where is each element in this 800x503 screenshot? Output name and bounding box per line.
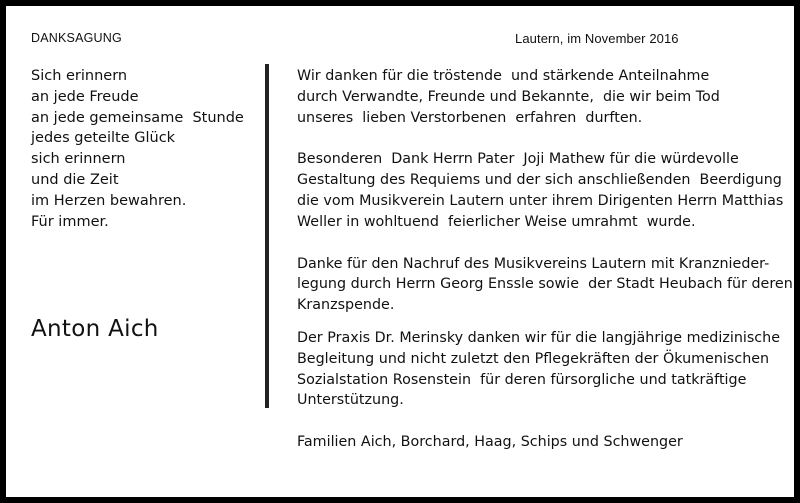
text-line: Begleitung und nicht zuletzt den Pflegekräften der Ökumenischen	[297, 350, 770, 367]
text-line: legung durch Herrn Georg Enssle sowie der Stadt Heubach für deren	[297, 276, 793, 293]
poem-line: an jede Freude	[31, 88, 139, 105]
card-heading: DANKSAGUNG	[31, 31, 122, 45]
text-line: Sozialstation Rosenstein für deren fürsorgliche und tatkräftige	[297, 371, 747, 388]
poem-line: Für immer.	[31, 213, 109, 230]
poem-line: sich erinnern	[31, 151, 126, 168]
text-line: Gestaltung des Requiems und der sich anschließenden Beerdigung	[297, 172, 782, 189]
poem-line: und die Zeit	[31, 171, 119, 188]
vertical-divider	[265, 64, 269, 408]
text-line: unseres lieben Verstorbenen erfahren durften.	[297, 109, 643, 126]
thanks-paragraph	[297, 66, 792, 128]
text-line: durch Verwandte, Freunde und Bekannte, die wir beim Tod	[297, 88, 720, 105]
thanks-paragraph	[297, 254, 792, 316]
text-line: Danke für den Nachruf des Musikvereins Lautern mit Kranznieder-	[297, 255, 770, 272]
thanks-paragraph	[297, 149, 792, 232]
text-line: Wir danken für die tröstende und stärkende Anteilnahme	[297, 68, 710, 84]
text-line: Unterstützung.	[297, 392, 404, 409]
text-line: Besonderen Dank Herrn Pater Joji Mathew für die würdevolle	[297, 151, 739, 168]
text-line: Weller in wohltuend feierlicher Weise umrahmt wurde.	[297, 213, 696, 230]
thanks-paragraph	[297, 328, 792, 411]
poem-line: im Herzen bewahren.	[31, 192, 187, 209]
thanks-text	[297, 66, 792, 453]
deceased-name: Anton Aich	[31, 316, 159, 342]
place-date: Lautern, im November 2016	[515, 31, 679, 46]
poem-line: Sich erinnern	[31, 68, 128, 84]
poem-line: an jede gemeinsame Stunde	[31, 109, 244, 126]
poem-line: jedes geteilte Glück	[31, 130, 176, 147]
memorial-poem	[31, 66, 244, 232]
text-line: Kranzspende.	[297, 297, 395, 314]
text-line: Der Praxis Dr. Merinsky danken wir für die langjährige medizinische	[297, 329, 781, 346]
text-line: die vom Musikverein Lautern unter ihrem Dirigenten Herrn Matthias	[297, 192, 784, 209]
family-signature: Familien Aich, Borchard, Haag, Schips und Schwenger	[297, 434, 683, 451]
